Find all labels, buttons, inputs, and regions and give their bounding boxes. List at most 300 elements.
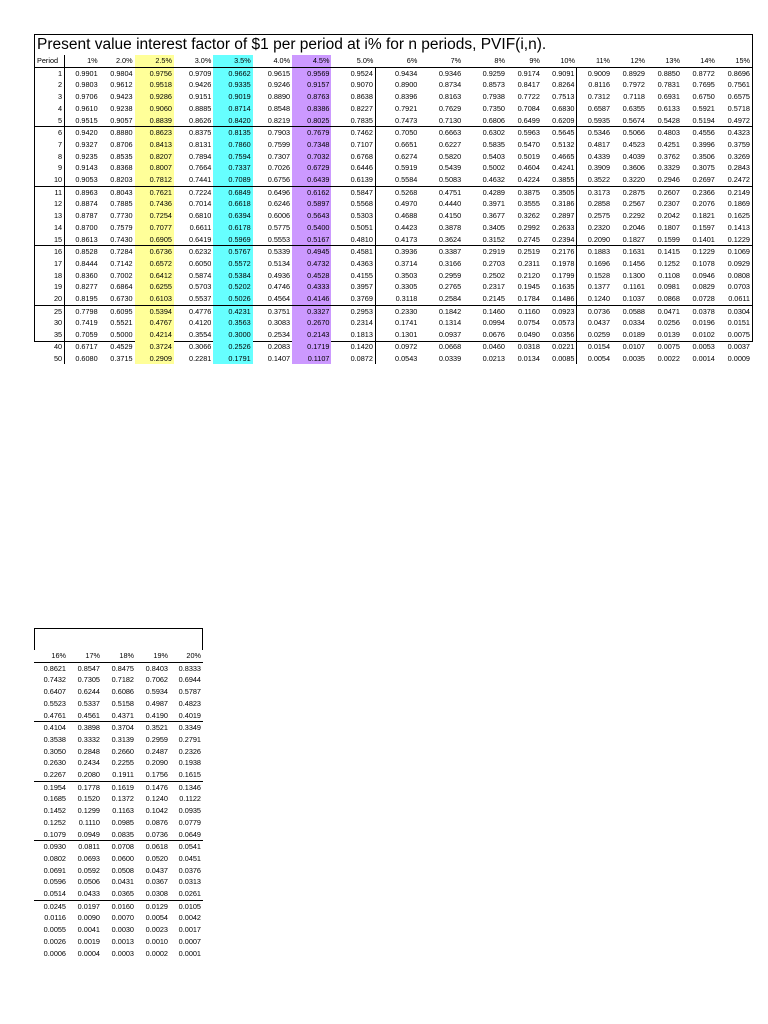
- period-cell: 13: [35, 210, 65, 222]
- factor-cell: 0.4333: [292, 281, 331, 293]
- factor-cell: 0.6729: [292, 162, 331, 174]
- factor-cell: 0.4241: [542, 162, 577, 174]
- table-row: [34, 722, 203, 734]
- factor-cell: 0.1078: [692, 258, 715, 268]
- factor-cell: 0.3521: [136, 722, 170, 734]
- factor-cell: 0.8396: [395, 92, 418, 102]
- factor-cell: 0.6050: [189, 258, 212, 268]
- factor-cell: 0.8025: [292, 115, 331, 127]
- factor-cell: 0.8734: [438, 80, 462, 90]
- factor-cell: 0.3875: [507, 186, 542, 198]
- factor-cell: 0.0154: [587, 341, 611, 351]
- factor-cell: 0.7348: [292, 139, 331, 151]
- factor-cell: 0.3909: [587, 163, 611, 173]
- factor-cell: 0.0090: [77, 913, 100, 923]
- factor-cell: 0.9518: [135, 79, 174, 91]
- factor-cell: 0.7059: [75, 330, 98, 340]
- factor-cell: 0.4581: [331, 246, 375, 258]
- factor-cell: 0.8368: [110, 163, 133, 173]
- factor-cell: 0.3220: [622, 175, 645, 185]
- factor-cell: 0.5767: [213, 246, 252, 258]
- table-row: [34, 948, 203, 960]
- factor-cell: 0.0365: [111, 889, 134, 899]
- factor-cell: 0.6407: [43, 687, 66, 697]
- factor-cell: 0.0075: [727, 330, 750, 340]
- factor-cell: 0.8623: [135, 127, 174, 139]
- factor-cell: 0.1827: [622, 234, 645, 244]
- factor-cell: 0.8573: [482, 80, 505, 90]
- rate-header: 14%: [682, 55, 717, 67]
- factor-cell: 0.0693: [77, 853, 100, 863]
- pvif-table-frame: [34, 34, 753, 363]
- factor-cell: 0.6905: [135, 234, 174, 246]
- rate-header: 6%: [375, 55, 419, 67]
- factor-cell: 0.8375: [174, 127, 213, 139]
- table-row: [34, 888, 203, 900]
- factor-cell: 0.0107: [622, 341, 645, 351]
- factor-cell: 0.6806: [482, 115, 505, 125]
- factor-cell: 0.6663: [419, 127, 463, 139]
- factor-cell: 0.9335: [213, 79, 252, 91]
- table-row: [35, 270, 752, 282]
- rate-header: 5.0%: [331, 55, 375, 67]
- table-row: [34, 781, 203, 793]
- period-cell: 35: [35, 329, 65, 341]
- factor-cell: 0.9434: [395, 68, 418, 78]
- factor-cell: 0.0935: [178, 806, 201, 816]
- factor-cell: 0.7432: [43, 675, 66, 685]
- factor-cell: 0.5645: [542, 127, 577, 139]
- table-row: [34, 710, 203, 722]
- factor-cell: 0.2992: [517, 222, 540, 232]
- factor-cell: 0.8007: [135, 162, 174, 174]
- period-cell: 50: [35, 353, 65, 365]
- factor-cell: 0.0075: [657, 341, 680, 351]
- factor-cell: 0.0013: [111, 936, 134, 946]
- factor-cell: 0.0736: [577, 305, 612, 317]
- factor-cell: 0.1240: [145, 794, 168, 804]
- factor-cell: 0.6133: [657, 103, 680, 113]
- factor-cell: 0.9420: [65, 127, 100, 139]
- factor-cell: 0.2267: [43, 770, 66, 780]
- factor-cell: 0.3724: [135, 341, 174, 353]
- factor-cell: 0.9286: [135, 91, 174, 103]
- rate-header-row: [35, 55, 752, 67]
- factor-cell: 0.5202: [213, 281, 252, 293]
- factor-cell: 0.5969: [213, 234, 252, 246]
- factor-cell: 0.0189: [622, 330, 645, 340]
- factor-cell: 0.3762: [657, 151, 680, 161]
- factor-cell: 0.4761: [43, 710, 66, 720]
- table-row: [35, 305, 752, 317]
- factor-cell: 0.3332: [77, 734, 100, 744]
- factor-cell: 0.5470: [517, 139, 540, 149]
- factor-cell: 0.7284: [100, 246, 135, 258]
- factor-cell: 0.9615: [267, 68, 291, 78]
- factor-cell: 0.0437: [145, 865, 168, 875]
- factor-cell: 0.0041: [77, 925, 100, 935]
- factor-cell: 0.2959: [438, 270, 462, 280]
- factor-cell: 0.1528: [587, 270, 611, 280]
- factor-cell: 0.0053: [692, 341, 715, 351]
- factor-cell: 0.0451: [178, 853, 201, 863]
- factor-cell: 0.1784: [517, 294, 540, 304]
- factor-cell: 0.0105: [170, 900, 203, 912]
- factor-cell: 0.3506: [692, 151, 715, 161]
- factor-cell: 0.7312: [587, 92, 611, 102]
- factor-cell: 0.1741: [395, 318, 418, 328]
- factor-cell: 0.8417: [517, 80, 540, 90]
- factor-cell: 0.9756: [135, 67, 174, 79]
- factor-cell: 0.2843: [727, 163, 750, 173]
- rate-header: 9%: [507, 55, 542, 67]
- factor-cell: 0.1420: [331, 341, 375, 353]
- factor-cell: 0.0937: [438, 330, 462, 340]
- factor-cell: 0.2292: [622, 211, 645, 221]
- factor-cell: 0.4231: [213, 305, 252, 317]
- factor-cell: 0.0930: [34, 841, 68, 853]
- period-cell: 20: [35, 293, 65, 305]
- factor-cell: 0.0139: [657, 330, 680, 340]
- period-cell: 2: [35, 79, 65, 91]
- factor-cell: 0.3066: [189, 341, 212, 351]
- factor-cell: 0.8163: [438, 92, 462, 102]
- factor-cell: 0.5194: [692, 115, 715, 125]
- factor-cell: 0.8135: [213, 127, 252, 139]
- factor-cell: 0.8900: [395, 80, 418, 90]
- factor-cell: 0.0596: [43, 877, 66, 887]
- factor-cell: 0.6412: [135, 270, 174, 282]
- factor-cell: 0.2076: [692, 199, 715, 209]
- rate-header: 1%: [65, 55, 100, 67]
- factor-cell: 0.0261: [178, 889, 201, 899]
- factor-cell: 0.7894: [189, 151, 212, 161]
- factor-cell: 0.1407: [267, 353, 291, 363]
- factor-cell: 0.5919: [395, 163, 418, 173]
- factor-cell: 0.9259: [482, 68, 505, 78]
- factor-cell: 0.2848: [77, 746, 100, 756]
- factor-cell: 0.1252: [657, 258, 680, 268]
- factor-cell: 0.0308: [145, 889, 168, 899]
- table-row: [34, 817, 203, 829]
- factor-cell: 0.2090: [587, 234, 611, 244]
- period-cell: 8: [35, 151, 65, 163]
- factor-cell: 0.4556: [682, 127, 717, 139]
- rate-header: 16%: [34, 650, 68, 662]
- factor-cell: 0.8195: [75, 294, 98, 304]
- table-row: [35, 79, 752, 91]
- table-row: [35, 198, 752, 210]
- factor-cell: 0.2255: [111, 758, 134, 768]
- factor-cell: 0.8207: [135, 151, 174, 163]
- factor-cell: 0.2326: [178, 746, 201, 756]
- factor-cell: 0.0985: [111, 817, 134, 827]
- factor-cell: 0.2567: [622, 199, 645, 209]
- factor-cell: 0.7594: [213, 151, 252, 163]
- factor-cell: 0.7885: [110, 199, 133, 209]
- factor-cell: 0.0437: [587, 318, 611, 328]
- factor-cell: 0.0129: [136, 900, 170, 912]
- factor-cell: 0.1372: [111, 794, 134, 804]
- factor-cell: 0.9246: [267, 80, 291, 90]
- factor-cell: 0.0520: [145, 853, 168, 863]
- factor-cell: 0.7224: [174, 186, 213, 198]
- factor-cell: 0.8219: [267, 115, 291, 125]
- factor-cell: 0.0054: [587, 353, 611, 363]
- factor-cell: 0.3050: [43, 746, 66, 756]
- table-row: [34, 793, 203, 805]
- table-row: [35, 317, 752, 329]
- table-row: [34, 829, 203, 841]
- factor-cell: 0.5703: [189, 282, 212, 292]
- factor-cell: 0.1685: [43, 794, 66, 804]
- factor-cell: 0.3957: [331, 281, 375, 293]
- factor-cell: 0.0037: [727, 341, 750, 351]
- factor-cell: 0.1413: [727, 222, 750, 232]
- factor-cell: 0.0490: [517, 330, 540, 340]
- table-row: [34, 746, 203, 758]
- table-row: [34, 734, 203, 746]
- factor-cell: 0.3606: [622, 163, 645, 173]
- pvif-table-continued: [34, 650, 203, 959]
- factor-cell: 0.7182: [111, 675, 134, 685]
- factor-cell: 0.0541: [170, 841, 203, 853]
- factor-cell: 0.2394: [542, 234, 577, 246]
- period-cell: 9: [35, 162, 65, 174]
- factor-cell: 0.6810: [189, 211, 212, 221]
- factor-cell: 0.6246: [267, 199, 291, 209]
- period-cell: 12: [35, 198, 65, 210]
- factor-cell: 0.0835: [111, 829, 134, 839]
- factor-cell: 0.5158: [111, 698, 134, 708]
- rate-header: 19%: [136, 650, 170, 662]
- factor-cell: 0.7599: [267, 139, 291, 149]
- factor-cell: 0.0703: [727, 282, 750, 292]
- factor-cell: 0.1883: [577, 246, 612, 258]
- factor-cell: 0.0256: [657, 318, 680, 328]
- factor-cell: 0.6864: [110, 282, 133, 292]
- factor-cell: 0.9019: [213, 91, 252, 103]
- factor-cell: 0.5026: [213, 293, 252, 305]
- factor-cell: 0.6944: [178, 675, 201, 685]
- table-row: [35, 293, 752, 305]
- factor-cell: 0.2320: [587, 222, 611, 232]
- factor-cell: 0.0019: [77, 936, 100, 946]
- factor-cell: 0.7436: [135, 198, 174, 210]
- factor-cell: 0.1452: [43, 806, 66, 816]
- factor-cell: 0.7621: [135, 186, 174, 198]
- factor-cell: 0.9515: [75, 115, 98, 125]
- factor-cell: 0.0009: [727, 353, 750, 363]
- table-row: [35, 210, 752, 222]
- factor-cell: 0.9151: [189, 92, 212, 102]
- factor-cell: 0.5847: [331, 186, 375, 198]
- factor-cell: 0.0151: [727, 318, 750, 328]
- table-row: [35, 281, 752, 293]
- factor-cell: 0.6355: [622, 103, 645, 113]
- factor-cell: 0.8714: [213, 103, 252, 115]
- factor-cell: 0.3624: [438, 234, 462, 244]
- period-column-header: Period: [35, 55, 65, 67]
- factor-cell: 0.3083: [267, 318, 291, 328]
- factor-cell: 0.3139: [111, 734, 134, 744]
- factor-cell: 0.4146: [292, 293, 331, 305]
- factor-cell: 0.2042: [657, 211, 680, 221]
- factor-cell: 0.7513: [542, 91, 577, 103]
- factor-cell: 0.0508: [111, 865, 134, 875]
- table-title: Present value interest factor of $1 per period at i% for n periods, PVIF(i,n).: [37, 36, 547, 53]
- factor-cell: 0.7430: [110, 234, 133, 244]
- factor-cell: 0.0339: [438, 353, 462, 363]
- factor-cell: 0.1042: [145, 806, 168, 816]
- factor-cell: 0.8839: [135, 115, 174, 127]
- factor-cell: 0.4776: [174, 305, 213, 317]
- factor-cell: 0.4767: [135, 317, 174, 329]
- factor-cell: 0.7835: [331, 115, 375, 127]
- factor-cell: 0.8264: [542, 79, 577, 91]
- factor-cell: 0.8227: [331, 103, 375, 115]
- factor-cell: 0.9803: [75, 80, 98, 90]
- period-cell: 16: [35, 246, 65, 258]
- factor-cell: 0.1476: [136, 781, 170, 793]
- factor-cell: 0.5874: [189, 270, 212, 280]
- factor-cell: 0.8929: [622, 68, 645, 78]
- factor-cell: 0.5537: [189, 294, 212, 304]
- factor-cell: 0.7921: [395, 103, 418, 113]
- factor-cell: 0.7002: [110, 270, 133, 280]
- factor-cell: 0.3166: [438, 258, 462, 268]
- factor-cell: 0.8638: [331, 91, 375, 103]
- factor-cell: 0.4564: [267, 294, 291, 304]
- factor-cell: 0.1456: [622, 258, 645, 268]
- period-cell: 7: [35, 139, 65, 151]
- factor-cell: 0.0196: [692, 318, 715, 328]
- table-row: [34, 853, 203, 865]
- factor-cell: 0.0378: [682, 305, 717, 317]
- table-row: [35, 258, 752, 270]
- factor-cell: 0.3075: [692, 163, 715, 173]
- factor-cell: 0.1625: [727, 211, 750, 221]
- factor-cell: 0.0588: [612, 305, 647, 317]
- factor-cell: 0.0213: [482, 353, 505, 363]
- factor-cell: 0.7419: [75, 318, 98, 328]
- factor-cell: 0.4529: [110, 341, 133, 351]
- factor-cell: 0.3714: [395, 258, 418, 268]
- factor-cell: 0.8621: [43, 663, 66, 673]
- factor-cell: 0.9524: [331, 67, 375, 79]
- factor-cell: 0.5268: [375, 186, 419, 198]
- factor-cell: 0.5584: [395, 175, 418, 185]
- factor-cell: 0.9612: [110, 80, 133, 90]
- factor-cell: 0.8403: [145, 663, 168, 673]
- factor-cell: 0.1401: [692, 234, 715, 244]
- pvif-table: [35, 55, 752, 364]
- factor-cell: 0.6274: [395, 151, 418, 161]
- factor-cell: 0.1069: [717, 246, 752, 258]
- factor-cell: 0.7305: [77, 675, 100, 685]
- factor-cell: 0.7903: [253, 127, 292, 139]
- factor-cell: 0.0035: [622, 353, 645, 363]
- factor-cell: 0.6080: [75, 353, 98, 363]
- factor-cell: 0.5400: [292, 222, 331, 234]
- factor-cell: 0.4823: [178, 698, 201, 708]
- factor-cell: 0.8850: [657, 68, 680, 78]
- factor-cell: 0.0004: [77, 948, 100, 958]
- factor-cell: 0.6178: [213, 222, 252, 234]
- factor-cell: 0.2919: [463, 246, 507, 258]
- factor-cell: 0.3522: [587, 175, 611, 185]
- factor-cell: 0.8360: [75, 270, 98, 280]
- factor-cell: 0.2143: [292, 329, 331, 341]
- factor-cell: 0.0367: [145, 877, 168, 887]
- factor-cell: 0.3715: [110, 353, 133, 363]
- factor-cell: 0.6587: [587, 103, 611, 113]
- factor-cell: 0.0872: [331, 353, 375, 365]
- factor-cell: 0.5066: [612, 127, 647, 139]
- factor-cell: 0.3769: [331, 293, 375, 305]
- factor-cell: 0.4371: [111, 710, 134, 720]
- factor-cell: 0.2959: [145, 734, 168, 744]
- factor-cell: 0.1486: [542, 293, 577, 305]
- factor-cell: 0.6830: [542, 103, 577, 115]
- factor-cell: 0.3329: [657, 163, 680, 173]
- factor-cell: 0.2434: [77, 758, 100, 768]
- factor-cell: 0.8535: [110, 151, 133, 161]
- factor-cell: 0.5303: [331, 210, 375, 222]
- factor-cell: 0.9662: [213, 67, 252, 79]
- factor-cell: 0.3538: [43, 734, 66, 744]
- factor-cell: 0.5568: [331, 198, 375, 210]
- table-row: [35, 162, 752, 174]
- factor-cell: 0.5394: [135, 305, 174, 317]
- rate-header: 15%: [717, 55, 752, 67]
- factor-cell: 0.7050: [375, 127, 419, 139]
- factor-cell: 0.1807: [657, 222, 680, 232]
- factor-cell: 0.0573: [542, 317, 577, 329]
- factor-cell: 0.0318: [517, 341, 540, 351]
- factor-cell: 0.4817: [587, 139, 611, 149]
- factor-cell: 0.5134: [267, 258, 291, 268]
- factor-cell: 0.1252: [43, 817, 66, 827]
- factor-cell: 0.0007: [178, 936, 201, 946]
- factor-cell: 0.9091: [542, 67, 577, 79]
- factor-cell: 0.0006: [43, 948, 66, 958]
- factor-cell: 0.4561: [77, 710, 100, 720]
- factor-cell: 0.1110: [78, 817, 100, 827]
- period-cell: 14: [35, 222, 65, 234]
- factor-cell: 0.9610: [75, 103, 98, 113]
- factor-cell: 0.4665: [542, 151, 577, 163]
- factor-cell: 0.3405: [482, 222, 505, 232]
- factor-cell: 0.6232: [174, 246, 213, 258]
- factor-cell: 0.2502: [482, 270, 505, 280]
- factor-cell: 0.1460: [463, 305, 507, 317]
- table-row: [35, 329, 752, 341]
- factor-cell: 0.2765: [438, 282, 462, 292]
- rate-header: 2.5%: [135, 55, 174, 67]
- factor-cell: 0.3000: [213, 329, 252, 341]
- factor-cell: 0.0736: [145, 829, 168, 839]
- factor-cell: 0.9327: [75, 139, 98, 149]
- factor-cell: 0.0221: [542, 341, 577, 353]
- factor-cell: 0.1108: [658, 270, 680, 280]
- period-cell: 6: [35, 127, 65, 139]
- factor-cell: 0.0779: [178, 817, 201, 827]
- rate-header: 4.0%: [253, 55, 292, 67]
- factor-cell: 0.2670: [292, 317, 331, 329]
- factor-cell: 0.7679: [292, 127, 331, 139]
- factor-cell: 0.2660: [111, 746, 134, 756]
